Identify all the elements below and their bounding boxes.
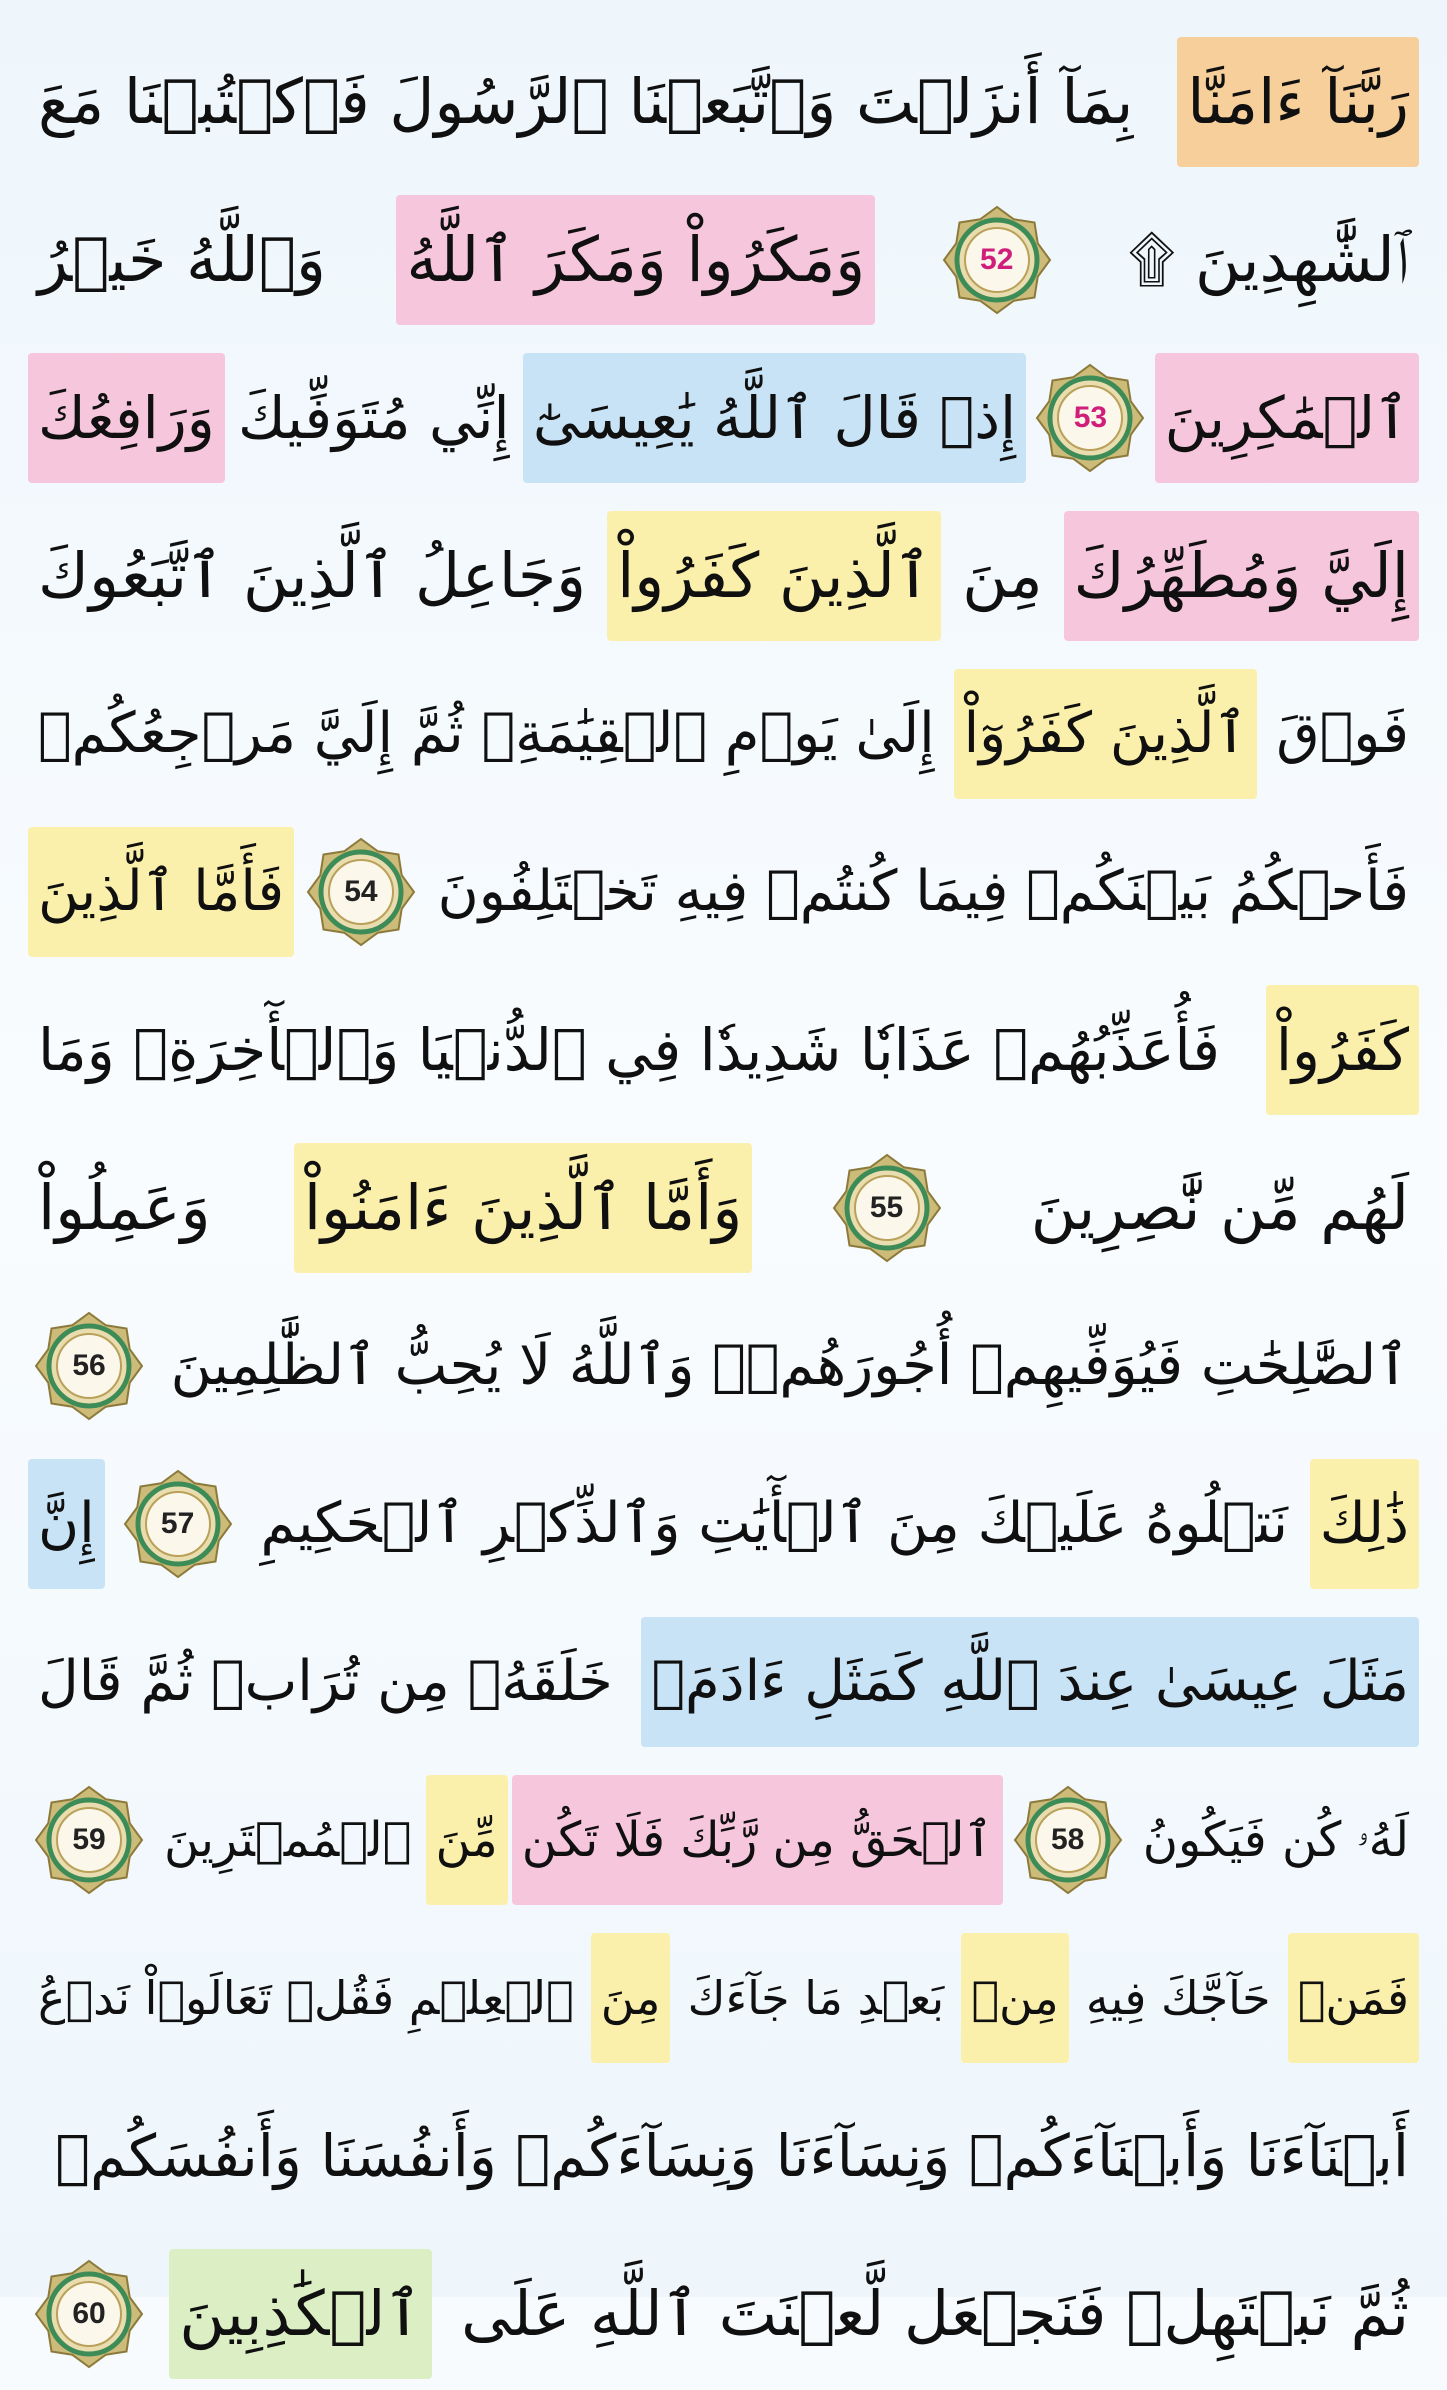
line-content [28, 1459, 1419, 1589]
verse-text: ثُمَّ نَبۡتَهِلۡ فَنَجۡعَل لَّعۡنَتَ ٱللَّهِ عَلَى [461, 2277, 1409, 2350]
verse-text: وَٱللَّهُ خَيۡرُ [38, 223, 326, 296]
verse-text: نَتۡلُوهُ عَلَيۡكَ مِنَ ٱلۡأٓيَٰتِ وَٱلذِّكۡرِ ٱلۡحَكِيمِ [260, 1491, 1288, 1556]
ayah-end-marker-icon [942, 205, 1052, 315]
verse-text: إِلَىٰ يَوۡمِ ٱلۡقِيَٰمَةِۖ ثُمَّ إِلَيَّ مَرۡجِعُكُمۡ [38, 701, 935, 766]
text-line [28, 2080, 1419, 2232]
text-line [28, 658, 1419, 810]
ayah-number: 57 [160, 1507, 195, 1540]
highlighted-phrase: إِنَّ [28, 1459, 105, 1589]
verse-text: حَآجَّكَ فِيهِ [1085, 1971, 1271, 2025]
ayah-number: 55 [869, 1191, 904, 1224]
line-content [28, 2249, 1419, 2379]
verse-text: إِنِّي مُتَوَفِّيكَ [237, 384, 510, 452]
verse-text: بِمَآ أَنزَلۡتَ وَٱتَّبَعۡنَا ٱلرَّسُولَ فَٱكۡتُبۡنَا مَعَ [38, 65, 1134, 138]
text-line [28, 1132, 1419, 1284]
verse-text: فَوۡقَ [1276, 701, 1409, 766]
highlighted-phrase: وَأَمَّا ٱلَّذِينَ ءَامَنُواْ [294, 1143, 752, 1273]
verse-text: ٱلشَّٰهِدِينَ ۩ [1128, 223, 1409, 296]
verse-text: لَهُم مِّن نَّٰصِرِينَ [1030, 1171, 1409, 1244]
highlighted-phrase: ٱلَّذِينَ كَفَرُوٓاْ [954, 669, 1258, 799]
ayah-end-marker-icon [306, 837, 416, 947]
line-content [28, 2091, 1419, 2221]
text-line [28, 342, 1419, 494]
ayah-end-marker-icon [832, 1153, 942, 1263]
text-line [28, 974, 1419, 1126]
ayah-end-marker-icon [1013, 1785, 1123, 1895]
highlighted-phrase: رَبَّنَآ ءَامَنَّا [1177, 37, 1419, 167]
text-line [28, 1448, 1419, 1600]
highlighted-phrase: كَفَرُواْ [1266, 985, 1419, 1115]
text-line [28, 500, 1419, 652]
highlighted-phrase: مَثَلَ عِيسَىٰ عِندَ ٱللَّهِ كَمَثَلِ ءَادَمَۖ [641, 1617, 1419, 1747]
ayah-end-marker-icon [34, 1785, 144, 1895]
verse-text: ٱلۡمُمۡتَرِينَ [164, 1812, 412, 1868]
line-content [28, 669, 1419, 799]
ayah-end-marker-icon [34, 1311, 144, 1421]
line-content [28, 1301, 1419, 1431]
ayah-end-marker-icon [123, 1469, 233, 1579]
verse-text: وَعَمِلُواْ [38, 1171, 211, 1244]
verse-text: فَأَحۡكُمُ بَيۡنَكُمۡ فِيمَا كُنتُمۡ فِيهِ تَخۡتَلِفُونَ [437, 859, 1409, 924]
line-content [28, 1617, 1419, 1747]
highlighted-phrase: وَمَكَرُواْ وَمَكَرَ ٱللَّهُ [396, 195, 875, 325]
line-content [28, 1143, 1419, 1273]
ayah-number: 60 [72, 2297, 106, 2330]
line-content [28, 1775, 1419, 1905]
text-line [28, 1290, 1419, 1442]
line-content [28, 37, 1419, 167]
ayah-number: 59 [72, 1823, 106, 1856]
highlighted-phrase: فَأَمَّا ٱلَّذِينَ [28, 827, 294, 957]
text-line [28, 184, 1419, 336]
verse-text: مِنَ [962, 539, 1043, 612]
highlighted-phrase: مِنۢ [961, 1933, 1068, 2063]
ayah-number: 54 [344, 875, 378, 908]
highlighted-phrase: إِلَيَّ وَمُطَهِّرُكَ [1064, 511, 1419, 641]
text-line [28, 816, 1419, 968]
highlighted-phrase: ٱلۡمَٰكِرِينَ [1155, 353, 1419, 483]
verse-text: ٱلصَّٰلِحَٰتِ فَيُوَفِّيهِمۡ أُجُورَهُمۡۗ وَٱللَّهُ لَا يُحِبُّ ٱلظَّٰلِمِينَ [170, 1333, 1409, 1398]
verse-text: وَجَاعِلُ ٱلَّذِينَ ٱتَّبَعُوكَ [38, 539, 587, 612]
ayah-number: 52 [980, 243, 1014, 276]
verse-text: بَعۡدِ مَا جَآءَكَ [687, 1971, 945, 2025]
line-content [28, 511, 1419, 641]
highlighted-phrase: مِنَ [591, 1933, 671, 2063]
text-line [28, 26, 1419, 178]
highlighted-phrase: وَرَافِعُكَ [28, 353, 225, 483]
text-line [28, 1764, 1419, 1916]
ayah-number: 56 [72, 1349, 106, 1382]
ayah-number: 53 [1073, 401, 1108, 434]
highlighted-phrase: إِذۡ قَالَ ٱللَّهُ يَٰعِيسَىٰٓ [523, 353, 1026, 483]
highlighted-phrase: ذَٰلِكَ [1310, 1459, 1419, 1589]
verse-text: لَهُۥ كُن فَيَكُونُ [1142, 1812, 1409, 1868]
highlighted-phrase: فَمَنۡ [1288, 1933, 1419, 2063]
highlighted-phrase: ٱلَّذِينَ كَفَرُواْ [607, 511, 941, 641]
highlighted-phrase: مِّنَ [426, 1775, 508, 1905]
line-content [28, 827, 1419, 957]
ayah-end-marker-icon [1035, 363, 1145, 473]
verse-text: أَبۡنَآءَنَا وَأَبۡنَآءَكُمۡ وَنِسَآءَنَا وَنِسَآءَكُمۡ وَأَنفُسَنَا وَأَنفُسَكُمۡ [55, 2122, 1409, 2190]
text-line [28, 1606, 1419, 1758]
verse-text: فَأُعَذِّبُهُمۡ عَذَابٗا شَدِيدٗا فِي ٱلدُّنۡيَا وَٱلۡأٓخِرَةِۖ وَمَا [38, 1016, 1220, 1084]
text-line [28, 2238, 1419, 2390]
line-content [28, 195, 1419, 325]
verse-text: خَلَقَهُۥ مِن تُرَابٖ ثُمَّ قَالَ [38, 1649, 613, 1714]
text-line [28, 1922, 1419, 2074]
line-content [28, 353, 1419, 483]
ayah-number: 58 [1051, 1823, 1085, 1856]
highlighted-phrase: ٱلۡكَٰذِبِينَ [169, 2249, 431, 2379]
line-content [28, 985, 1419, 1115]
ayah-end-marker-icon [34, 2259, 144, 2369]
line-content [28, 1933, 1419, 2063]
highlighted-phrase: ٱلۡحَقُّ مِن رَّبِّكَ فَلَا تَكُن [512, 1775, 1003, 1905]
verse-text: ٱلۡعِلۡمِ فَقُلۡ تَعَالَوۡاْ نَدۡعُ [38, 1971, 574, 2025]
